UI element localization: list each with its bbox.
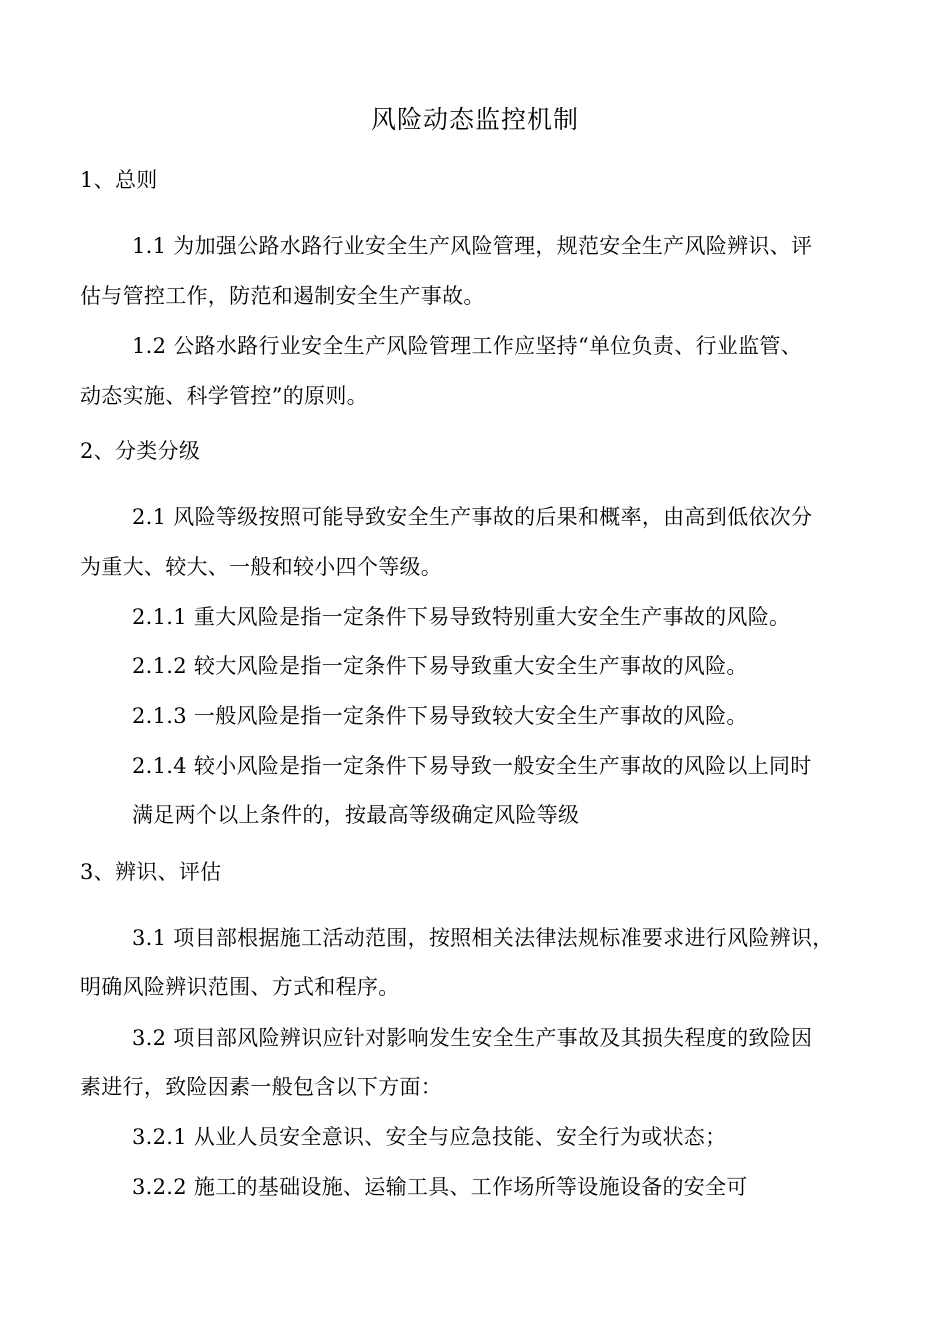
section-heading: 2、分类分级 [80,439,201,463]
paragraph-line: 2.1.1 重大风险是指一定条件下易导致特别重大安全生产事故的风险。 [132,605,791,629]
paragraph-line: 满足两个以上条件的，按最高等级确定风险等级 [132,803,580,827]
paragraph-line: 3.2 项目部风险辨识应针对影响发生安全生产事故及其损失程度的致险因 [132,1026,813,1050]
section-heading: 3、辨识、评估 [80,860,222,884]
paragraph-line: 2.1.4 较小风险是指一定条件下易导致一般安全生产事故的风险以上同时 [132,754,812,778]
paragraph-line: 3.2.2 施工的基础设施、运输工具、工作场所等设施设备的安全可 [132,1175,748,1199]
paragraph-line: 动态实施、科学管控”的原则。 [80,384,368,408]
paragraph-line: 素进行，致险因素一般包含以下方面： [80,1075,443,1099]
paragraph-line: 3.1 项目部根据施工活动范围，按照相关法律法规标准要求进行风险辨识， [132,926,834,950]
paragraph-line: 2.1.2 较大风险是指一定条件下易导致重大安全生产事故的风险。 [132,654,748,678]
paragraph-line: 估与管控工作，防范和遏制安全生产事故。 [80,284,485,308]
paragraph-line: 明确风险辨识范围、方式和程序。 [80,975,400,999]
document-title: 风险动态监控机制 [370,105,579,134]
paragraph-line: 1.1 为加强公路水路行业安全生产风险管理，规范安全生产风险辨识、评 [132,234,813,258]
paragraph-line: 1.2 公路水路行业安全生产风险管理工作应坚持“单位负责、行业监管、 [132,334,803,358]
paragraph-line: 2.1.3 一般风险是指一定条件下易导致较大安全生产事故的风险。 [132,704,748,728]
section-heading: 1、总则 [80,168,158,192]
paragraph-line: 为重大、较大、一般和较小四个等级。 [80,555,443,579]
paragraph-line: 2.1 风险等级按照可能导致安全生产事故的后果和概率，由高到低依次分 [132,505,813,529]
paragraph-line: 3.2.1 从业人员安全意识、安全与应急技能、安全行为或状态； [132,1125,727,1149]
